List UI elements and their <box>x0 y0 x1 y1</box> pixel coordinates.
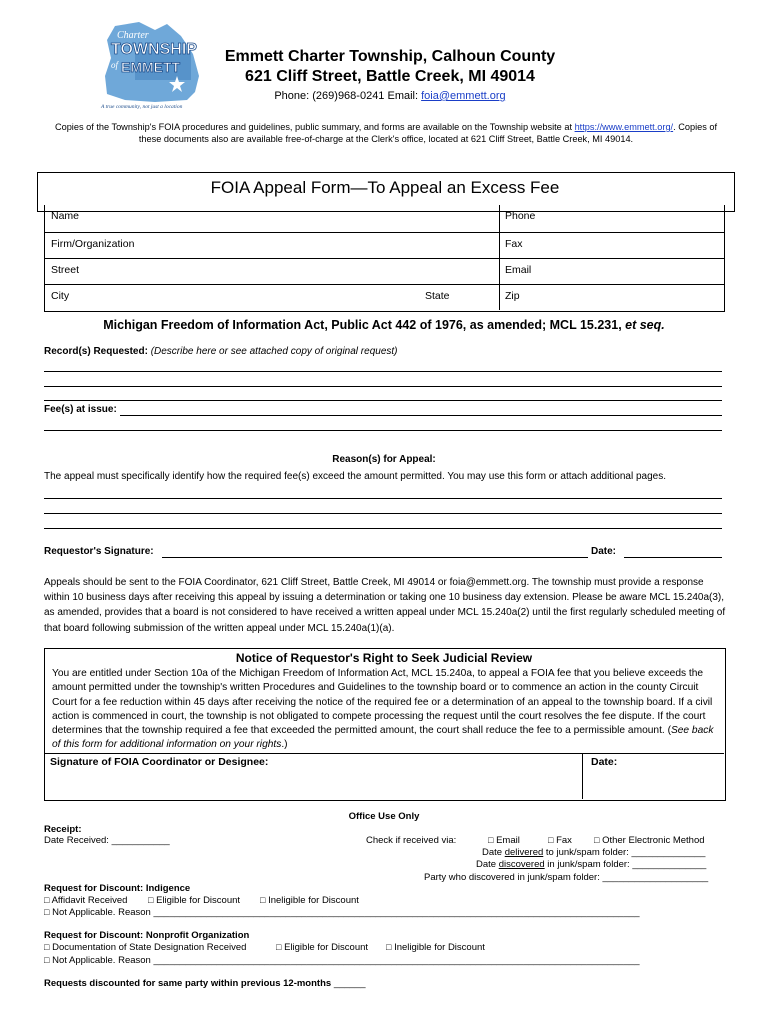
act-title-italic: et seq. <box>625 318 665 332</box>
act-title <box>44 318 724 332</box>
logo-of: of <box>111 60 119 70</box>
date-delivered <box>482 847 705 858</box>
notice-end: .) <box>281 739 288 751</box>
contact-line <box>200 90 580 102</box>
checkbox-icon[interactable]: □ <box>276 942 282 952</box>
contact-info-grid <box>44 205 725 312</box>
checkbox-icon[interactable]: □ <box>148 895 154 905</box>
fees-label: Fee(s) at issue: <box>44 404 117 415</box>
township-address: 621 Cliff Street, Battle Creek, MI 49014 <box>245 68 535 85</box>
receipt-label: Receipt: <box>44 824 82 835</box>
checkbox-icon[interactable]: □ <box>44 955 50 965</box>
via-email[interactable] <box>488 835 520 846</box>
delivered-word: delivered <box>504 847 544 858</box>
discovered-word: discovered <box>498 859 545 870</box>
grid-row-name <box>45 205 724 233</box>
eligible-label: Eligible for Discount <box>156 895 241 906</box>
notice-body <box>52 667 722 753</box>
signature-line[interactable] <box>162 557 588 558</box>
firm-label: Firm/Organization <box>51 238 135 250</box>
logo-emmett: EMMETT <box>121 59 181 75</box>
same-party-blank[interactable]: ______ <box>333 978 366 989</box>
notice-text: You are entitled under Section 10a of the Michigan Freedom of Information Act, MCL 15.240a, to appeal a FOIA fee that you believe exceeds the amount permitted under the township's written Procedures and Guidelines to the township board or to commence an action in the county Circuit Court for a fee reduction within 45 days after receiving the notice of the required fee or a determination of an appeal to the township board. If a civil action is commenced in court, the township is not obligated to compete processing the request until the court resolves the fee dispute. If the court determines that the township required a fee that exceeded the permitted amount, the court shall reduce the fee to a permissible amount. ( <box>52 668 713 737</box>
not-applicable2-label: Not Applicable. Reason ____________________________________________________________________________________________ <box>52 955 640 966</box>
affidavit-label: Affidavit Received <box>51 895 128 906</box>
intro-text-1: Copies of the Township's FOIA procedures and guidelines, public summary, and forms are available on the Township website at <box>54 122 572 132</box>
via-fax[interactable] <box>548 835 572 846</box>
ineligible2-label: Ineligible for Discount <box>394 942 485 953</box>
checkbox-icon[interactable]: □ <box>44 895 50 905</box>
grid-row-city <box>45 284 724 310</box>
website-link[interactable]: https://www.emmett.org/ <box>574 122 674 132</box>
ineligible2-option[interactable] <box>386 942 485 953</box>
checkbox-icon[interactable]: □ <box>44 942 50 952</box>
street-label: Street <box>51 264 80 276</box>
grid-row-firm <box>45 232 724 259</box>
office-use-title: Office Use Only <box>348 811 420 822</box>
coordinator-divider <box>582 753 583 799</box>
ineligible-option[interactable] <box>260 895 359 906</box>
records-line-3[interactable] <box>44 400 722 401</box>
intro-text-2: . Copies of these documents also are available free-of-charge at the Clerk's office, located at 621 Cliff Street, Battle Creek, MI 49014. <box>138 122 718 144</box>
checkbox-icon[interactable]: □ <box>488 835 494 845</box>
fax-label: Fax <box>505 238 523 250</box>
checkbox-icon[interactable]: □ <box>260 895 266 905</box>
documentation-label: Documentation of State Designation Received <box>52 942 247 953</box>
logo-township: TOWNSHIP <box>111 41 197 58</box>
via-email-label: Email <box>496 835 520 846</box>
check-received-label: Check if received via: <box>366 835 457 846</box>
records-line-1[interactable] <box>44 371 722 372</box>
checkbox-icon[interactable]: □ <box>594 835 600 845</box>
township-logo <box>95 20 207 112</box>
not-applicable-option[interactable] <box>44 907 640 918</box>
fees-line-2[interactable] <box>44 430 722 431</box>
phone-email-label: Phone: (269)968-0241 Email: <box>274 90 422 102</box>
party-discovered: Party who discovered in junk/spam folder: ____________________ <box>424 872 709 883</box>
coordinator-signature-label: Signature of FOIA Coordinator or Designee: <box>50 756 269 768</box>
not-applicable2-option[interactable] <box>44 955 640 966</box>
township-name: Emmett Charter Township, Calhoun County <box>224 48 556 65</box>
date-discovered <box>476 859 706 870</box>
date-delivered-pre: Date <box>482 847 505 858</box>
checkbox-icon[interactable]: □ <box>386 942 392 952</box>
eligible2-label: Eligible for Discount <box>284 942 369 953</box>
records-line-2[interactable] <box>44 386 722 387</box>
notice-title: Notice of Requestor's Right to Seek Judicial Review <box>235 651 533 665</box>
notice-italic: See back of this form for additional information on your rights <box>52 725 714 751</box>
eligible2-option[interactable] <box>276 942 368 953</box>
nonprofit-title: Request for Discount: Nonprofit Organization <box>44 930 250 941</box>
form-title: FOIA Appeal Form—To Appeal an Excess Fee <box>210 178 560 197</box>
signature-date-label: Date: <box>591 546 617 557</box>
not-applicable-label: Not Applicable. Reason ____________________________________________________________________________________________ <box>52 907 640 918</box>
records-requested-row <box>44 346 397 357</box>
date-received: Date Received: ___________ <box>44 835 170 846</box>
email-link[interactable]: foia@emmett.org <box>421 90 506 102</box>
via-other-label: Other Electronic Method <box>602 835 705 846</box>
logo-charter: Charter <box>117 30 149 41</box>
records-label: Record(s) Requested: <box>44 346 151 357</box>
city-label: City <box>51 290 70 302</box>
grid-row-street <box>45 258 724 285</box>
reasons-line-1[interactable] <box>44 498 722 499</box>
name-label: Name <box>51 210 80 222</box>
date-discovered-pre: Date <box>476 859 499 870</box>
date-delivered-post: to junk/spam folder: ______________ <box>543 847 706 858</box>
checkbox-icon[interactable]: □ <box>44 907 50 917</box>
records-hint: (Describe here or see attached copy of original request) <box>150 346 398 357</box>
fees-line-1[interactable] <box>120 415 722 416</box>
coordinator-date-label: Date: <box>591 756 618 768</box>
affidavit-option[interactable] <box>44 895 127 906</box>
via-fax-label: Fax <box>556 835 572 846</box>
signature-date-line[interactable] <box>624 557 722 558</box>
phone-label: Phone <box>505 210 536 222</box>
reasons-instructions: The appeal must specifically identify how the required fee(s) exceed the amount permitted. You may use this form or attach additional pages. <box>44 471 667 482</box>
zip-label: Zip <box>505 290 520 302</box>
act-title-text: Michigan Freedom of Information Act, Public Act 442 of 1976, as amended; MCL 15.231, <box>103 318 626 332</box>
checkbox-icon[interactable]: □ <box>548 835 554 845</box>
state-label: State <box>425 290 450 302</box>
via-other[interactable] <box>594 835 705 846</box>
indigence-title: Request for Discount: Indigence <box>44 883 191 894</box>
reasons-title: Reason(s) for Appeal: <box>332 454 436 465</box>
ineligible-label: Ineligible for Discount <box>268 895 359 906</box>
eligible-option[interactable] <box>148 895 240 906</box>
reasons-line-2[interactable] <box>44 513 722 514</box>
appeals-paragraph: Appeals should be sent to the FOIA Coordinator, 621 Cliff Street, Battle Creek, MI 49014 or foia@emmett.org. The township must provide a response within 10 business days after receiving this appeal by issuing a determination or taking one 10 business day extension. Please be aware MCL 15.240a(3), as amended, provides that a board is not considered to have received a written appeal under MCL 15.240a(2) until the first regularly scheduled meeting of that board following submission of the written appeal under MCL 15.240a(1)(a). <box>44 577 726 634</box>
same-party-label <box>44 978 366 989</box>
reasons-line-3[interactable] <box>44 528 722 529</box>
same-party-text: Requests discounted for same party within previous 12-months <box>44 978 332 989</box>
email-label: Email <box>505 264 532 276</box>
logo-tagline: A true community, not just a location <box>101 104 183 110</box>
signature-label: Requestor's Signature: <box>44 546 154 557</box>
intro-paragraph <box>46 121 726 145</box>
documentation-option[interactable] <box>44 942 246 953</box>
date-discovered-post: in junk/spam folder: ______________ <box>544 859 707 870</box>
